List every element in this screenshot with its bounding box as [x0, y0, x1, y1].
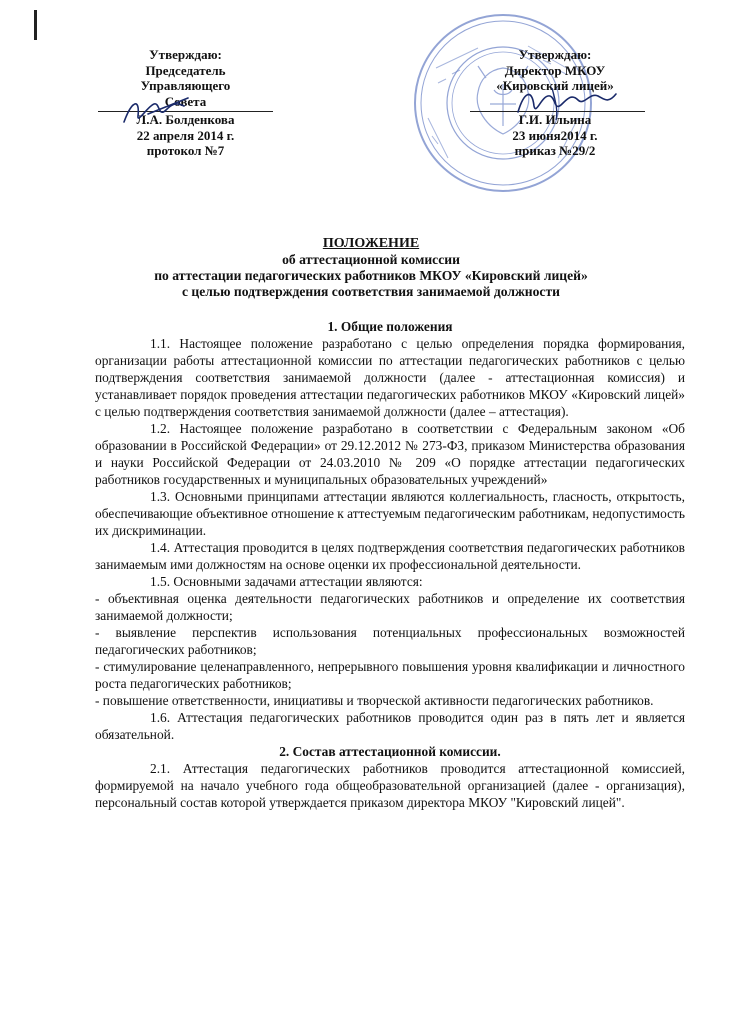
list-item: - повышение ответственности, инициативы и творческой активности педагогических работников. [95, 693, 654, 708]
paragraph-1-2: 1.2. Настоящее положение разработано в соответствии с Федеральным законом «Об образовании в Российской Федерации» от 29.12.2012 № 273-ФЗ, приказом Министерства образования и науки Российской Федерации от 24.03.2010 № 209 «О порядке аттестации педагогических работников государственных и муниципальных образовательных учреждений» [95, 421, 685, 487]
title-line-2: об аттестационной комиссии [282, 252, 460, 267]
approval-date: 23 июня2014 г. [512, 127, 598, 143]
title-line-4: с целью подтверждения соответствия занимаемой должности [182, 284, 560, 299]
section-2-heading: 2. Состав аттестационной комиссии. [279, 744, 501, 759]
title-line-1: ПОЛОЖЕНИЕ [322, 236, 420, 251]
approval-position-line3: Совета [164, 93, 207, 109]
paragraph-1-4: 1.4. Аттестация проводится в целях подтверждения соответствия педагогических работников занимаемым ими должностям на основе оценки их профессиональной деятельности. [95, 540, 685, 572]
paragraph-1-1: 1.1. Настоящее положение разработано с целью определения порядка формирования, организации работы аттестационной комиссии по аттестации педагогических работников с целью подтверждения соответствия занимаемой должности (далее - аттестационная комиссия) и устанавливает порядок проведения аттестации педагогических работников МКОУ «Кировский лицей» с целью подтверждения соответствия занимаемой должности (далее – аттестация). [95, 336, 685, 419]
approval-date: 22 апреля 2014 г. [136, 127, 235, 143]
title-line-3: по аттестации педагогических работников МКОУ «Кировский лицей» [154, 268, 588, 283]
protocol-number: протокол №7 [146, 143, 225, 158]
order-number: приказ №29/2 [514, 143, 596, 158]
approver-name: Л.А. Болденкова [136, 112, 235, 127]
approval-position-line1: Директор МКОУ [504, 62, 606, 78]
list-item: - выявление перспектив использования потенциальных профессиональных возможностей педагогических работников; [95, 625, 685, 657]
approval-position-line2: «Кировский лицей» [496, 78, 614, 93]
document-body [95, 318, 685, 811]
list-item: - стимулирование целенаправленного, непрерывного повышения уровня квалификации и личностного роста педагогических работников; [95, 659, 685, 691]
handwritten-signature-right [512, 82, 622, 122]
scan-edge-mark [34, 10, 37, 40]
list-item: - объективная оценка деятельности педагогических работников и определение их соответствия занимаемой должности; [95, 591, 685, 623]
paragraph-2-1: 2.1. Аттестация педагогических работников проводится аттестационной комиссией, формируемой на начало учебного года общеобразовательной организацией (далее - организация), персональный состав которой утверждается приказом директора МКОУ "Кировский лицей". [95, 761, 685, 810]
paragraph-1-5: 1.5. Основными задачами аттестации являются: [150, 574, 423, 589]
paragraph-1-6: 1.6. Аттестация педагогических работников проводится один раз в пять лет и является обязательной. [95, 710, 685, 742]
document-title [60, 236, 682, 300]
handwritten-signature-left [118, 92, 198, 130]
approver-name: Г.И. Ильина [518, 112, 592, 127]
approval-heading: Утверждаю: [149, 47, 222, 62]
approval-heading: Утверждаю: [518, 47, 592, 62]
approval-position-line2: Управляющего [140, 78, 231, 93]
section-1-heading: 1. Общие положения [327, 319, 453, 334]
approval-position-line1: Председатель [145, 62, 226, 78]
paragraph-1-3: 1.3. Основными принципами аттестации являются коллегиальность, гласность, открытость, обеспечивающие объективное отношение к аттестуемым педагогическим работникам, недопустимость их дискриминации. [95, 489, 685, 538]
